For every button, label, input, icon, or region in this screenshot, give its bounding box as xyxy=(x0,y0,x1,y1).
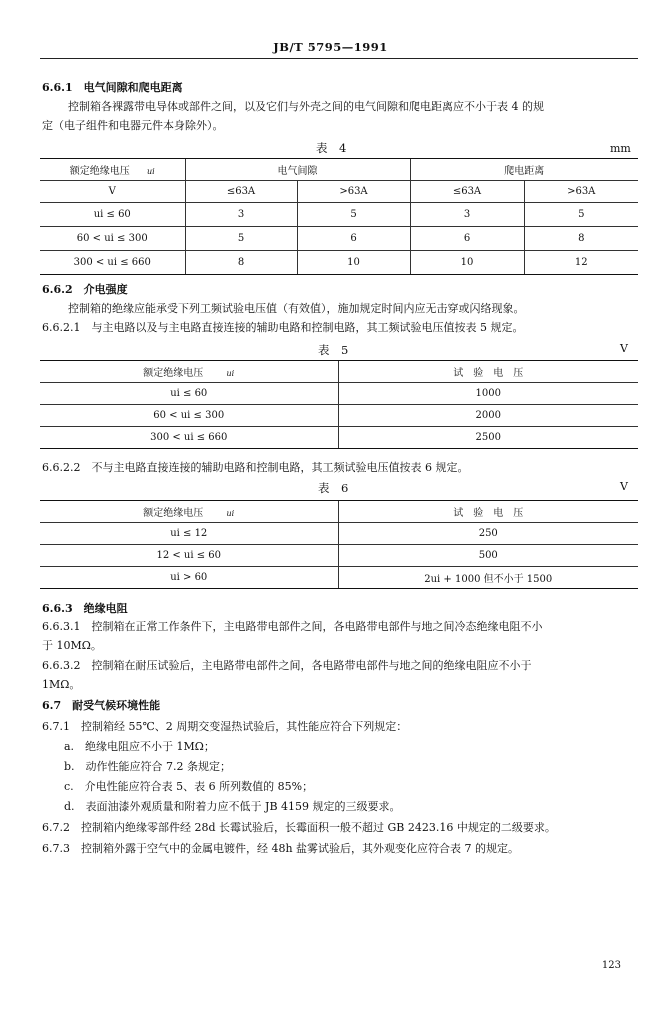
table-4-cell: 5 xyxy=(297,203,410,227)
table-4-header-clearance: 电气间隙 xyxy=(185,159,410,181)
table-5-cell: 1000 xyxy=(338,383,638,405)
document-header: JB/T 5795—1991 xyxy=(273,40,388,54)
table-4-unit: mm xyxy=(610,142,631,155)
table-6-cell: 500 xyxy=(338,545,638,567)
list-item-b: b. 动作性能应符合 7.2 条规定； xyxy=(64,760,232,773)
table-4-cell: 6 xyxy=(410,227,524,251)
section-6-6-3-heading: 6.6.3 绝缘电阻 xyxy=(42,602,128,615)
table-6-header-voltage-symbol: ui xyxy=(226,509,235,518)
table-4-subheader: ≤63A xyxy=(410,181,524,203)
paragraph-6-6-3-2-cont: 1MΩ。 xyxy=(42,678,81,691)
table-4-cell: 3 xyxy=(185,203,297,227)
section-6-6-2-1: 6.6.2.1 与主电路以及与主电路直接连接的辅助电路和控制电路，其工频试验电压值按表 5 规定。 xyxy=(42,321,524,334)
table-5-row-label: 60 < ui ≤ 300 xyxy=(40,405,338,427)
paragraph-6-7-3: 6.7.3 控制箱外露于空气中的金属电镀件，经 48h 盐雾试验后，其外观变化应符合表 7 的规定。 xyxy=(42,842,520,855)
table-4-cell: 5 xyxy=(524,203,638,227)
section-6-7-heading: 6.7 耐受气候环境性能 xyxy=(42,699,161,712)
table-4-header-voltage-symbol: ui xyxy=(146,167,155,176)
paragraph-6-7-2: 6.7.2 控制箱内绝缘零部件经 28d 长霉试验后，长霉面积一般不超过 GB 2423.16 中规定的二级要求。 xyxy=(42,821,556,834)
list-item-d: d. 表面油漆外观质量和附着力应不低于 JB 4159 规定的三级要求。 xyxy=(64,800,401,813)
paragraph-6-6-3-1-cont: 于 10MΩ。 xyxy=(42,639,102,652)
table-6-row-label: 12 < ui ≤ 60 xyxy=(40,545,338,567)
table-4-subheader: ≤63A xyxy=(185,181,297,203)
table-4-cell: 3 xyxy=(410,203,524,227)
table-4-cell: 8 xyxy=(524,227,638,251)
table-4-row-label: 60 < ui ≤ 300 xyxy=(40,227,185,251)
table-6-cell: 2ui + 1000 但不小于 1500 xyxy=(338,567,638,589)
table-6-header-test: 试 验 电 压 xyxy=(338,501,638,523)
table-4-row-label: 300 < ui ≤ 660 xyxy=(40,251,185,275)
table-6-row-label: ui ≤ 12 xyxy=(40,523,338,545)
table-5-row-label: ui ≤ 60 xyxy=(40,383,338,405)
table-5-caption: 表 5 xyxy=(318,343,349,357)
section-6-6-2-2: 6.6.2.2 不与主电路直接连接的辅助电路和控制电路，其工频试验电压值按表 6 规定。 xyxy=(42,461,469,474)
table-4-cell: 6 xyxy=(297,227,410,251)
table-6-row-label: ui > 60 xyxy=(40,567,338,589)
table-4-subheader: >63A xyxy=(524,181,638,203)
table-6-cell: 250 xyxy=(338,523,638,545)
table-5-unit: V xyxy=(620,342,628,355)
table-5 xyxy=(40,360,638,449)
table-6-unit: V xyxy=(620,480,628,493)
table-4-row-label: ui ≤ 60 xyxy=(40,203,185,227)
table-4-header-voltage-unit: V xyxy=(40,181,185,203)
table-4-cell: 10 xyxy=(410,251,524,275)
paragraph-6-6-1-cont: 定（电子组件和电器元件本身除外）。 xyxy=(42,119,224,132)
table-5-cell: 2500 xyxy=(338,427,638,449)
table-4-caption: 表 4 xyxy=(316,141,347,155)
table-4 xyxy=(40,158,638,275)
paragraph-6-6-3-2: 6.6.3.2 控制箱在耐压试验后，主电路带电部件之间，各电路带电部件与地之间的绝缘电阻应不小于 xyxy=(42,659,532,672)
paragraph-6-6-3-1: 6.6.3.1 控制箱在正常工作条件下，主电路带电部件之间，各电路带电部件与地之间冷态绝缘电阻不小 xyxy=(42,620,543,633)
section-6-6-1-heading: 6.6.1 电气间隙和爬电距离 xyxy=(42,81,183,94)
table-4-cell: 10 xyxy=(297,251,410,275)
table-4-cell: 5 xyxy=(185,227,297,251)
table-4-header-creepage: 爬电距离 xyxy=(410,159,638,181)
page-number: 123 xyxy=(601,960,621,971)
section-6-6-2-heading: 6.6.2 介电强度 xyxy=(42,283,128,296)
table-5-header-test: 试 验 电 压 xyxy=(338,361,638,383)
paragraph-6-6-1: 控制箱各裸露带电导体或部件之间，以及它们与外壳之间的电气间隙和爬电距离应不小于表 4 的规 xyxy=(68,100,544,113)
table-5-header-voltage-symbol: ui xyxy=(226,369,235,378)
table-5-cell: 2000 xyxy=(338,405,638,427)
header-rule xyxy=(40,58,638,59)
table-4-cell: 8 xyxy=(185,251,297,275)
paragraph-6-7-1: 6.7.1 控制箱经 55℃、2 周期交变湿热试验后，其性能应符合下列规定： xyxy=(42,720,408,733)
list-item-c: c. 介电性能应符合表 5、表 6 所列数值的 85%； xyxy=(64,780,314,793)
list-item-a: a. 绝缘电阻应不小于 1MΩ； xyxy=(64,740,215,753)
table-6-caption: 表 6 xyxy=(318,481,349,495)
table-6 xyxy=(40,500,638,589)
table-5-row-label: 300 < ui ≤ 660 xyxy=(40,427,338,449)
table-4-cell: 12 xyxy=(524,251,638,275)
paragraph-6-6-2: 控制箱的绝缘应能承受下列工频试验电压值（有效值），施加规定时间内应无击穿或闪络现象。 xyxy=(68,302,525,315)
table-4-subheader: >63A xyxy=(297,181,410,203)
table-6-header-voltage: 额定绝缘电压 ui xyxy=(40,501,338,523)
table-4-header-voltage: 额定绝缘电压 ui xyxy=(40,159,185,181)
table-5-header-voltage: 额定绝缘电压 ui xyxy=(40,361,338,383)
